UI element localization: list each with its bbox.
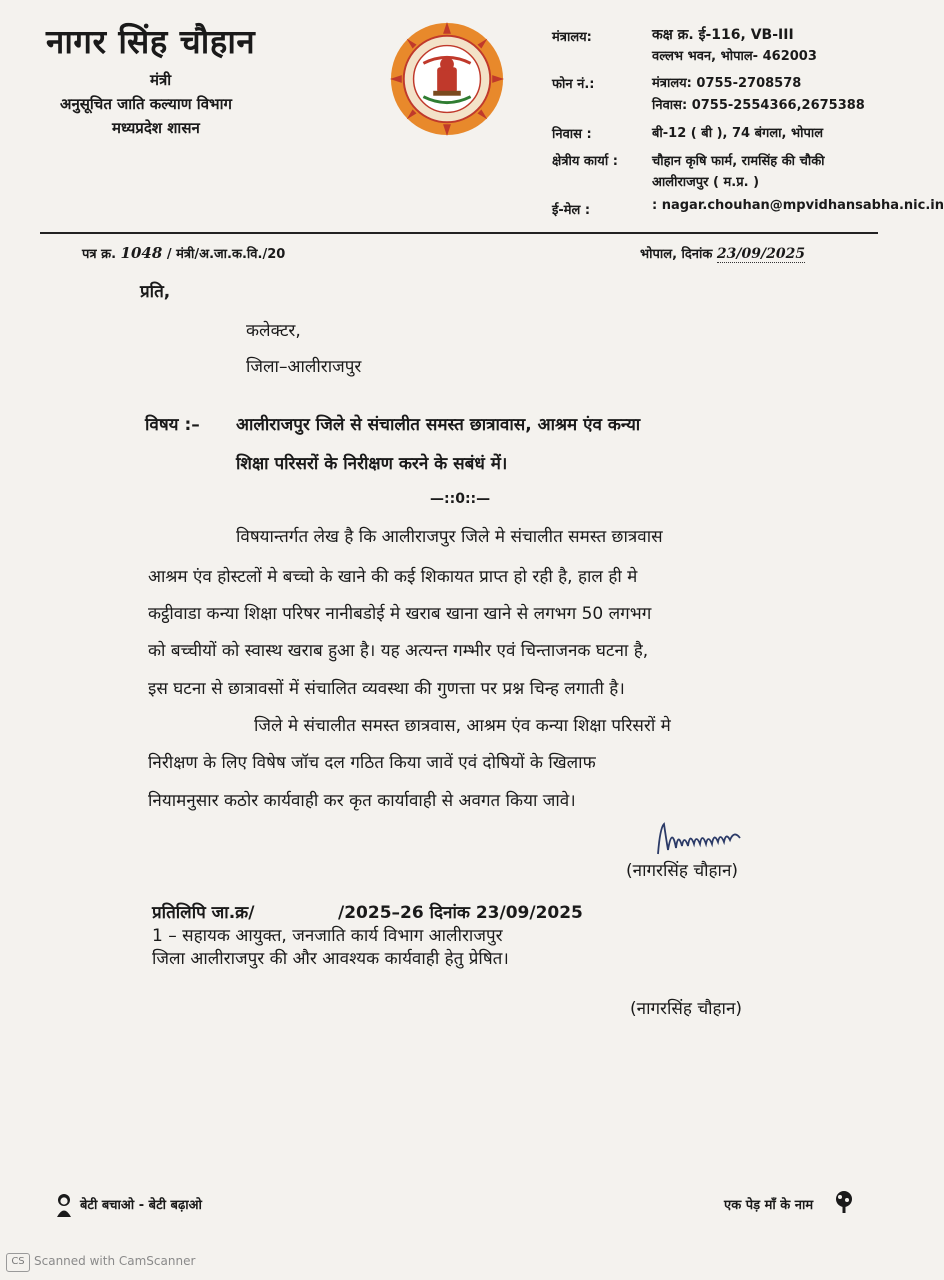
minister-role: मंत्री <box>150 71 172 89</box>
paragraph-1-line-3: कट्ठीवाडा कन्या शिक्षा परिषर नानीबडोई मे खराब खाना खाने से लगभग 50 लगभग <box>148 604 652 624</box>
letterhead-divider <box>40 232 878 234</box>
paragraph-2-line-2: निरीक्षण के लिए विषेष जॉच दल गठित किया जावें एवं दोषियों के खिलाफ <box>148 753 596 773</box>
separator: —::0::— <box>430 491 491 507</box>
ministry-label: मंत्रालय: <box>552 30 592 45</box>
salutation: प्रति, <box>140 282 171 302</box>
copy-number-date: /2025–26 दिनांक 23/09/2025 <box>338 903 583 923</box>
madhya-pradesh-emblem-icon <box>388 20 506 138</box>
government-name: मध्यप्रदेश शासन <box>112 119 200 137</box>
subject-line-1: आलीराजपुर जिले से संचालीत समस्त छात्रावास, आश्रम एंव कन्या <box>236 415 641 435</box>
date-label: भोपाल, दिनांक <box>640 247 713 262</box>
footer-right-slogan: एक पेड़ माँ के नाम <box>724 1198 814 1213</box>
camscanner-text: Scanned with CamScanner <box>34 1254 196 1268</box>
reference-handwritten-number: 1048 <box>120 244 163 262</box>
regional-office-line-1: चौहान कृषि फार्म, रामसिंह की चौकी <box>652 154 825 169</box>
phone-ministry: मंत्रालय: 0755-2708578 <box>652 76 802 91</box>
residence-address: बी-12 ( बी ), 74 बंगला, भोपाल <box>652 126 824 141</box>
phone-residence: निवास: 0755-2554366,2675388 <box>652 98 865 113</box>
girl-child-icon <box>52 1192 76 1218</box>
subject-label: विषय :– <box>145 415 200 435</box>
reference-number <box>82 244 285 262</box>
ministry-address-line-1: कक्ष क्र. ई-116, VB-III <box>652 27 794 43</box>
phone-label: फोन नं.: <box>552 77 595 92</box>
paragraph-1-line-2: आश्रम एंव होस्टलों मे बच्चो के खाने की कई शिकायत प्राप्त हो रही है, हाल ही मे <box>148 567 638 587</box>
date-handwritten-value: 23/09/2025 <box>716 246 806 262</box>
regional-office-label: क्षेत्रीय कार्या : <box>552 154 618 169</box>
paragraph-2-line-3: नियामनुसार कठोर कार्यवाही कर कृत कार्यावाही से अवगत किया जावे। <box>148 791 576 811</box>
recipient-title: कलेक्टर, <box>246 321 301 341</box>
paragraph-1-line-4: को बच्चीयों को स्वास्थ खराब हुआ है। यह अत्यन्त गम्भीर एवं चिन्ताजनक घटना है, <box>148 641 649 661</box>
tree-icon <box>832 1190 856 1214</box>
paragraph-1-line-1: विषयान्तर्गत लेख है कि आलीराजपुर जिले मे संचालीत समस्त छात्रवास <box>236 527 663 547</box>
residence-label: निवास : <box>552 127 592 142</box>
subject-line-2: शिक्षा परिसरों के निरीक्षण करने के सबंधं में। <box>236 454 508 474</box>
copy-recipient-line-1: 1 – सहायक आयुक्त, जनजाति कार्य विभाग आलीराजपुर <box>152 926 503 946</box>
copy-signatory-name: (नागरसिंह चौहान) <box>630 999 743 1019</box>
regional-office-line-2: आलीराजपुर ( म.प्र. ) <box>652 175 760 190</box>
department-name: अनुसूचित जाति कल्याण विभाग <box>60 95 232 113</box>
camscanner-logo: CS <box>6 1253 30 1272</box>
copy-recipient-line-2: जिला आलीराजपुर की और आवश्यक कार्यवाही हेतु प्रेषित। <box>152 949 509 969</box>
recipient-district: जिला–आलीराजपुर <box>246 357 362 377</box>
ministry-address-line-2: वल्लभ भवन, भोपाल- 462003 <box>652 49 817 64</box>
paragraph-1-line-5: इस घटना से छात्रावसों में संचालित व्यवस्था की गुणत्ता पर प्रश्न चिन्ह लगाती है। <box>148 679 625 699</box>
letter-date <box>640 244 805 262</box>
copy-label: प्रतिलिपि जा.क्र/ <box>152 903 255 923</box>
email-label: ई-मेल : <box>552 203 591 218</box>
reference-prefix: पत्र क्र. <box>82 247 117 262</box>
email-address[interactable]: : nagar.chouhan@mpvidhansabha.nic.in <box>652 198 944 213</box>
handwritten-signature-icon <box>654 818 746 858</box>
footer-left-slogan: बेटी बचाओ - बेटी बढ़ाओ <box>80 1198 202 1213</box>
minister-name: नागर सिंह चौहान <box>46 22 256 61</box>
signatory-name: (नागरसिंह चौहान) <box>626 861 739 881</box>
paragraph-2-line-1: जिले मे संचालीत समस्त छात्रवास, आश्रम एंव कन्या शिक्षा परिसरों मे <box>254 716 671 736</box>
reference-suffix: / मंत्री/अ.जा.क.वि./20 <box>166 247 286 262</box>
